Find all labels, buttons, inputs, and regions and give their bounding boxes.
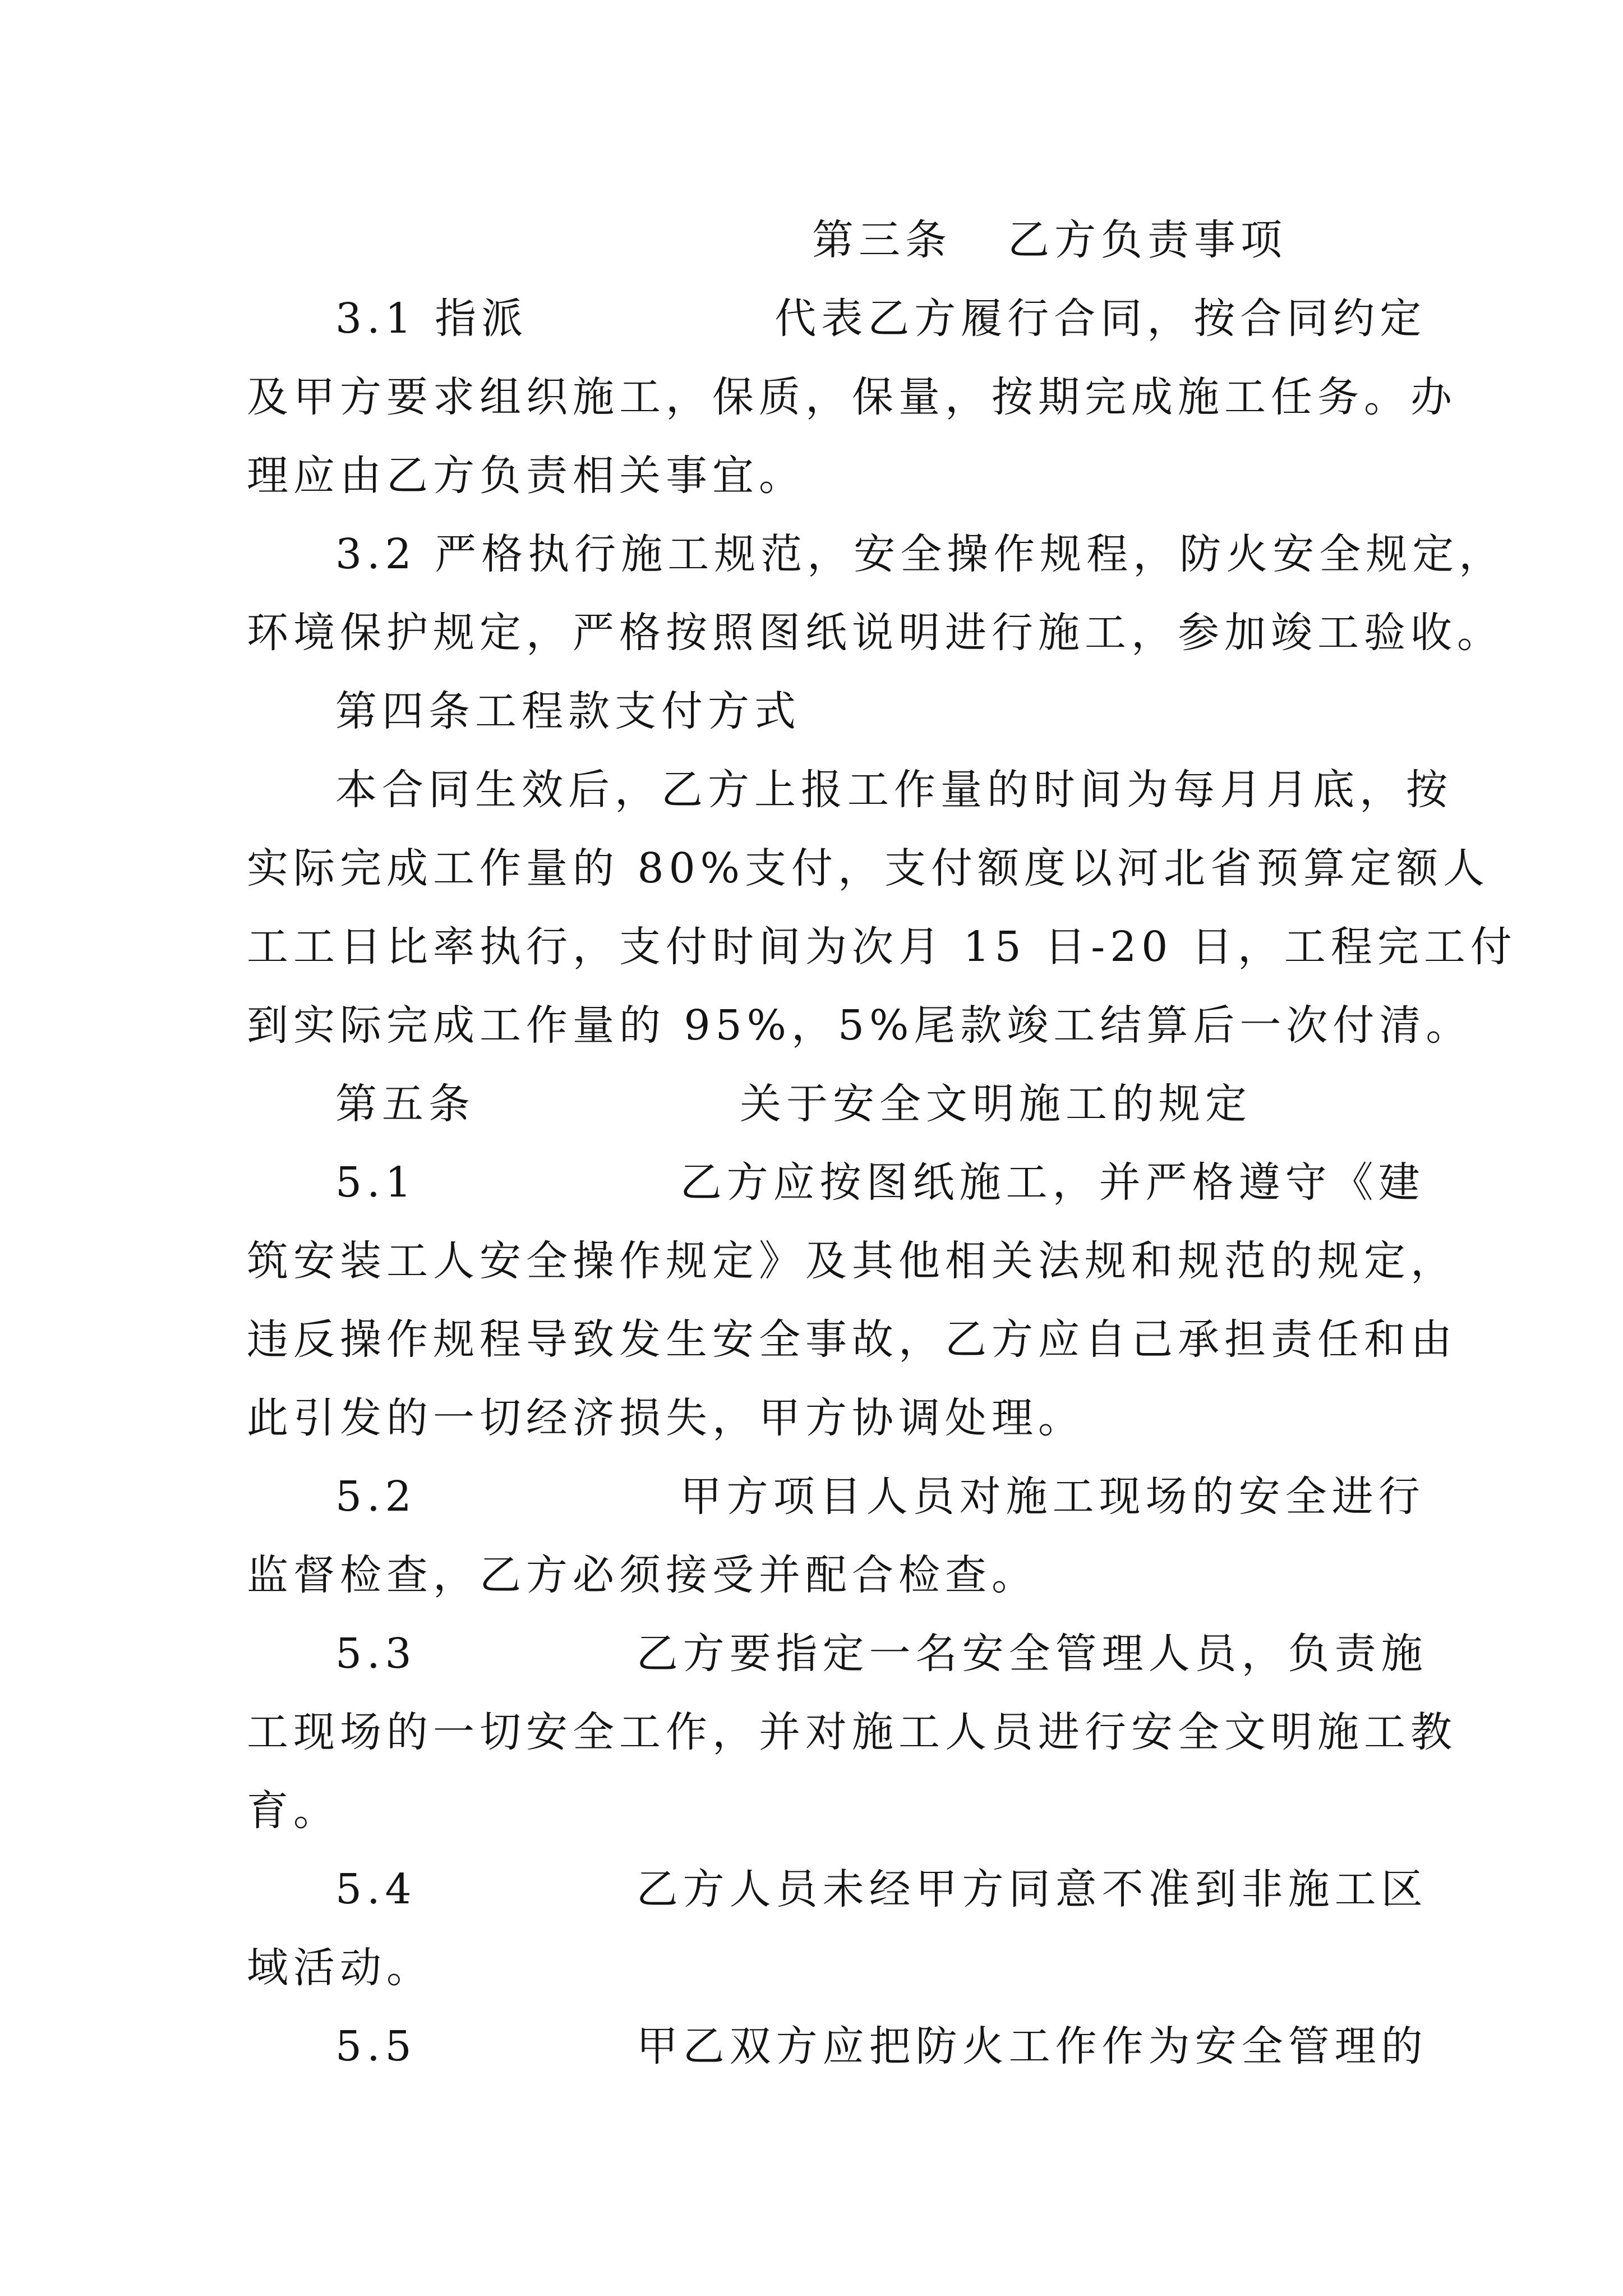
clause-3-1-line-1 bbox=[335, 293, 1426, 344]
clause-5-3-text: 乙方要指定一名安全管理人员，负责施 bbox=[636, 1630, 1428, 1678]
clause-3-1-text: 代表乙方履行合同，按合同约定 bbox=[774, 295, 1427, 343]
clause-5-3-number: 5.3 bbox=[335, 1630, 417, 1678]
clause-5-1-line-4: 此引发的一切经济损失，甲方协调处理。 bbox=[247, 1394, 1085, 1442]
article5-title-text: 关于安全文明施工的规定 bbox=[740, 1080, 1252, 1128]
clause-5-1-line-2: 筑安装工人安全操作规定》及其他相关法规和规范的规定， bbox=[247, 1237, 1457, 1285]
clause-5-4-text: 乙方人员未经甲方同意不准到非施工区 bbox=[636, 1865, 1428, 1913]
clause-5-3-line-2: 工现场的一切安全工作，并对施工人员进行安全文明施工教 bbox=[247, 1708, 1457, 1756]
clause-5-1-line-3: 违反操作规程导致发生安全事故，乙方应自己承担责任和由 bbox=[247, 1315, 1457, 1364]
clause-5-1-text: 乙方应按图纸施工，并严格遵守《建 bbox=[680, 1158, 1425, 1207]
clause-5-2-line-1 bbox=[335, 1471, 1425, 1522]
clause-5-4-number: 5.4 bbox=[335, 1865, 417, 1913]
article5-title-number: 第五条 bbox=[335, 1080, 475, 1128]
article4-line-2: 实际完成工作量的 80%支付，支付额度以河北省预算定额人 bbox=[247, 844, 1490, 892]
clause-5-5-number: 5.5 bbox=[335, 2022, 417, 2070]
article3-title-number: 第三条 bbox=[812, 216, 952, 264]
clause-5-5-text: 甲乙双方应把防火工作作为安全管理的 bbox=[636, 2022, 1428, 2070]
clause-5-3-line-3: 育。 bbox=[247, 1787, 340, 1835]
clause-5-1-line-1 bbox=[335, 1157, 1425, 1208]
article3-title bbox=[812, 214, 1287, 266]
clause-3-1-line-3: 理应由乙方负责相关事宜。 bbox=[247, 452, 805, 500]
clause-5-2-number: 5.2 bbox=[335, 1473, 417, 1521]
clause-5-2-text: 甲方项目人员对施工现场的安全进行 bbox=[680, 1473, 1425, 1521]
article4-line-3: 工工日比率执行，支付时间为次月 15 日-20 日，工程完工付 bbox=[247, 923, 1517, 971]
article4-line-4: 到实际完成工作量的 95%，5%尾款竣工结算后一次付清。 bbox=[247, 1001, 1473, 1050]
clause-3-1-line-2: 及甲方要求组织施工，保质，保量，按期完成施工任务。办 bbox=[247, 373, 1457, 421]
clause-5-5-line-1 bbox=[335, 2021, 1428, 2072]
article5-title bbox=[335, 1078, 1252, 1130]
clause-5-4-line-2: 域活动。 bbox=[247, 1944, 433, 1992]
clause-3-2-line-1: 3.2 严格执行施工规范，安全操作规程，防火安全规定， bbox=[335, 530, 1506, 578]
clause-5-2-line-2: 监督检查，乙方必须接受并配合检查。 bbox=[247, 1551, 1038, 1599]
article3-title-text: 乙方负责事项 bbox=[1008, 216, 1287, 264]
clause-5-4-line-1 bbox=[335, 1864, 1428, 1915]
clause-5-3-line-1 bbox=[335, 1628, 1428, 1680]
clause-3-2-line-2: 环境保护规定，严格按照图纸说明进行施工，参加竣工验收。 bbox=[247, 609, 1504, 657]
article4-title: 第四条工程款支付方式 bbox=[335, 687, 801, 735]
article4-line-1: 本合同生效后，乙方上报工作量的时间为每月月底，按 bbox=[335, 766, 1453, 814]
clause-5-1-number: 5.1 bbox=[335, 1158, 417, 1207]
clause-3-1-number: 3.1 指派 bbox=[335, 295, 528, 343]
